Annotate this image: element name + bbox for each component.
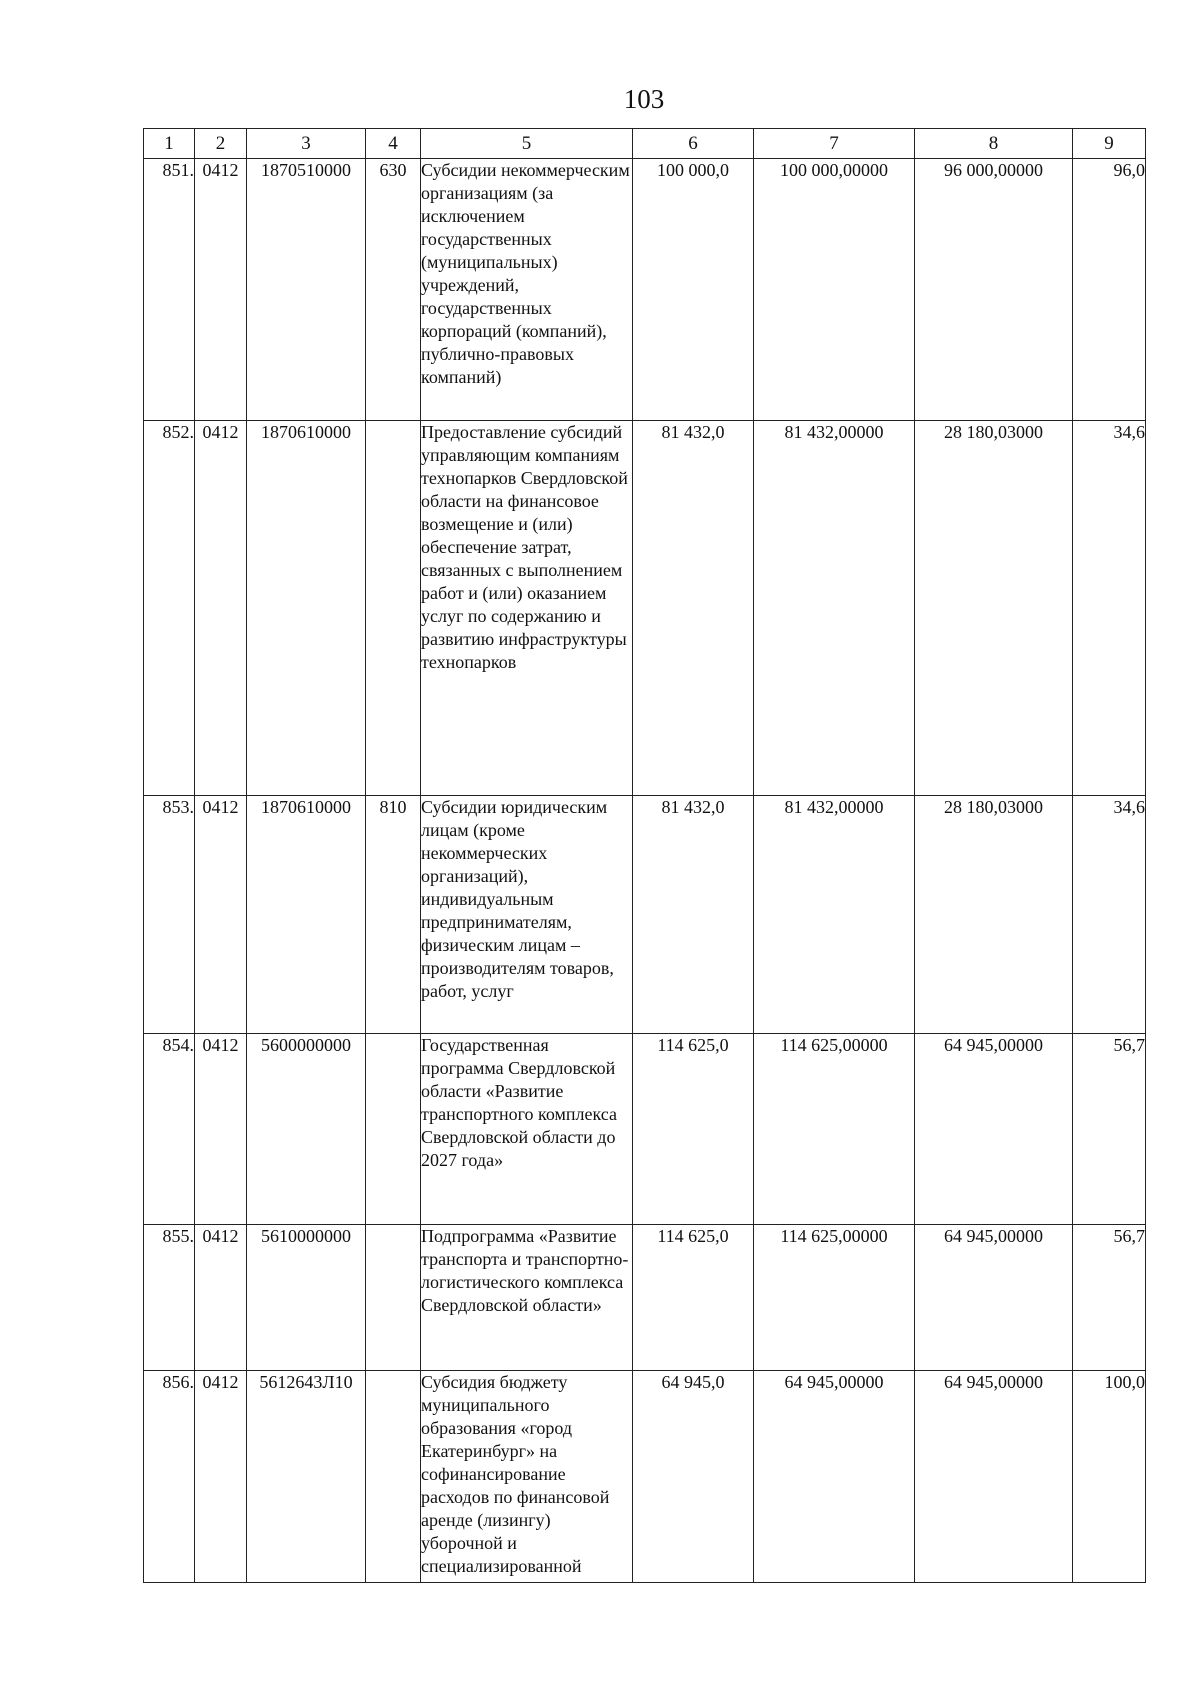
value-col7: 81 432,00000 bbox=[754, 796, 915, 1034]
value-col6: 114 625,0 bbox=[633, 1225, 754, 1371]
expense-type: 810 bbox=[366, 796, 421, 1034]
table-row bbox=[144, 159, 1146, 421]
section-code: 0412 bbox=[195, 796, 247, 1034]
table-row bbox=[144, 796, 1146, 1034]
value-col6: 81 432,0 bbox=[633, 421, 754, 796]
item-name: Подпрограмма «Развитие транспорта и транспортно-логистического комплекса Свердловской области» bbox=[421, 1225, 633, 1371]
item-name: Субсидия бюджету муниципального образования «город Екатеринбург» на софинансирование расходов по финансовой аренде (лизингу) уборочной и специализированной bbox=[421, 1371, 633, 1583]
table-row bbox=[144, 1371, 1146, 1583]
budget-table bbox=[143, 128, 1146, 1583]
section-code: 0412 bbox=[195, 1371, 247, 1583]
table-row bbox=[144, 421, 1146, 796]
expense-type bbox=[366, 421, 421, 796]
row-number: 853. bbox=[144, 796, 195, 1034]
value-col8: 28 180,03000 bbox=[915, 421, 1073, 796]
column-header: 9 bbox=[1073, 129, 1146, 159]
section-code: 0412 bbox=[195, 1225, 247, 1371]
value-col8: 64 945,00000 bbox=[915, 1371, 1073, 1583]
target-code: 5610000000 bbox=[247, 1225, 366, 1371]
item-name: Предоставление субсидий управляющим компаниям технопарков Свердловской области на финансовое возмещение и (или) обеспечение затрат, связанных с выполнением работ и (или) оказанием услуг по содержанию и развитию инфраструктуры технопарков bbox=[421, 421, 633, 796]
value-col7: 64 945,00000 bbox=[754, 1371, 915, 1583]
expense-type bbox=[366, 1034, 421, 1225]
expense-type: 630 bbox=[366, 159, 421, 421]
value-col8: 96 000,00000 bbox=[915, 159, 1073, 421]
table-row bbox=[144, 1034, 1146, 1225]
column-header: 5 bbox=[421, 129, 633, 159]
value-col7: 81 432,00000 bbox=[754, 421, 915, 796]
percent-col9: 56,7 bbox=[1073, 1034, 1146, 1225]
percent-col9: 96,0 bbox=[1073, 159, 1146, 421]
item-name: Государственная программа Свердловской области «Развитие транспортного комплекса Свердловской области до 2027 года» bbox=[421, 1034, 633, 1225]
column-header: 3 bbox=[247, 129, 366, 159]
expense-type bbox=[366, 1225, 421, 1371]
row-number: 855. bbox=[144, 1225, 195, 1371]
page-number: 103 bbox=[623, 84, 665, 114]
value-col7: 114 625,00000 bbox=[754, 1034, 915, 1225]
target-code: 1870610000 bbox=[247, 796, 366, 1034]
value-col6: 114 625,0 bbox=[633, 1034, 754, 1225]
percent-col9: 56,7 bbox=[1073, 1225, 1146, 1371]
column-header: 4 bbox=[366, 129, 421, 159]
header-row bbox=[144, 129, 1146, 159]
row-number: 856. bbox=[144, 1371, 195, 1583]
table-row bbox=[144, 1225, 1146, 1371]
column-header: 7 bbox=[754, 129, 915, 159]
target-code: 1870510000 bbox=[247, 159, 366, 421]
percent-col9: 100,0 bbox=[1073, 1371, 1146, 1583]
value-col8: 64 945,00000 bbox=[915, 1225, 1073, 1371]
value-col6: 100 000,0 bbox=[633, 159, 754, 421]
section-code: 0412 bbox=[195, 1034, 247, 1225]
value-col6: 64 945,0 bbox=[633, 1371, 754, 1583]
expense-type bbox=[366, 1371, 421, 1583]
value-col7: 100 000,00000 bbox=[754, 159, 915, 421]
target-code: 1870610000 bbox=[247, 421, 366, 796]
item-name: Субсидии некоммерческим организациям (за исключением государственных (муниципальных) учреждений, государственных корпораций (компаний), публично-правовых компаний) bbox=[421, 159, 633, 421]
section-code: 0412 bbox=[195, 421, 247, 796]
value-col8: 64 945,00000 bbox=[915, 1034, 1073, 1225]
row-number: 854. bbox=[144, 1034, 195, 1225]
target-code: 5612643Л10 bbox=[247, 1371, 366, 1583]
column-header: 6 bbox=[633, 129, 754, 159]
value-col6: 81 432,0 bbox=[633, 796, 754, 1034]
row-number: 851. bbox=[144, 159, 195, 421]
percent-col9: 34,6 bbox=[1073, 796, 1146, 1034]
value-col7: 114 625,00000 bbox=[754, 1225, 915, 1371]
column-header: 2 bbox=[195, 129, 247, 159]
item-name: Субсидии юридическим лицам (кроме некоммерческих организаций), индивидуальным предпринимателям, физическим лицам – производителям товаров, работ, услуг bbox=[421, 796, 633, 1034]
percent-col9: 34,6 bbox=[1073, 421, 1146, 796]
target-code: 5600000000 bbox=[247, 1034, 366, 1225]
value-col8: 28 180,03000 bbox=[915, 796, 1073, 1034]
section-code: 0412 bbox=[195, 159, 247, 421]
row-number: 852. bbox=[144, 421, 195, 796]
column-header: 8 bbox=[915, 129, 1073, 159]
column-header: 1 bbox=[144, 129, 195, 159]
